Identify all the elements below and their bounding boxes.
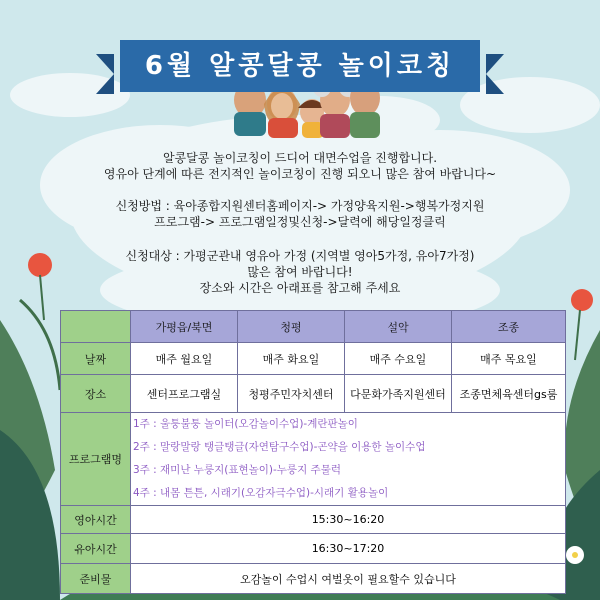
table-row-infant-time: [61, 506, 566, 534]
place-cell: 조종면체육센터gs룸: [452, 375, 566, 413]
banner-ribbon-right: [486, 54, 504, 94]
intro-text: [0, 150, 600, 182]
table-row-place: [61, 375, 566, 413]
target-line-2: 많은 참여 바랍니다!: [247, 265, 353, 279]
apply-target: [0, 248, 600, 296]
banner-ribbon-left: [96, 54, 114, 94]
intro-line-1: 알콩달콩 놀이코칭이 드디어 대면수업을 진행합니다.: [162, 151, 438, 165]
infant-time-cell: 15:30~16:20: [131, 506, 566, 534]
program-item-week3: 3주 : 재미난 누룽지(표현놀이)-누룽지 주물럭: [133, 464, 341, 476]
place-cell: 다문화가족지원센터: [345, 375, 452, 413]
schedule-table: [60, 310, 566, 594]
table-row-program: [61, 413, 566, 506]
place-cell: 센터프로그램실: [131, 375, 238, 413]
target-line-1: 신청대상 : 가평군관내 영유아 가정 (지역별 영아5가정, 유아7가정): [125, 249, 475, 263]
row-label-supplies: 준비물: [61, 564, 131, 594]
date-cell: 매주 목요일: [452, 343, 566, 375]
row-label-place: 장소: [61, 375, 131, 413]
page-title: 6월 알콩달콩 놀이코칭: [144, 51, 456, 81]
program-item-week1: 1주 : 울퉁불퉁 놀이터(오감놀이수업)-계란판놀이: [133, 418, 358, 430]
apply-line-2: 프로그램-> 프로그램일정및신청->달력에 해당일정클릭: [154, 215, 446, 229]
apply-method: [0, 198, 600, 230]
header-region-seorak: 설악: [345, 311, 452, 343]
table-header-row: [61, 311, 566, 343]
date-cell: 매주 수요일: [345, 343, 452, 375]
row-label-toddler-time: 유아시간: [61, 534, 131, 564]
table-row-supplies: [61, 564, 566, 594]
intro-line-2: 영유아 단계에 따른 전지적인 놀이코칭이 진행 되오니 많은 참여 바랍니다~: [103, 167, 497, 181]
date-cell: 매주 월요일: [131, 343, 238, 375]
row-label-program: 프로그램명: [61, 413, 131, 506]
row-label-infant-time: 영아시간: [61, 506, 131, 534]
program-item-week2: 2주 : 말랑말랑 탱글탱글(자연탐구수업)-곤약을 이용한 놀이수업: [133, 441, 426, 453]
date-cell: 매주 화요일: [238, 343, 345, 375]
header-region-jojong: 조종: [452, 311, 566, 343]
header-region-cheongpyeong: 청평: [238, 311, 345, 343]
program-item-week4: 4주 : 내몸 튼튼, 시래기(오감자극수업)-시래기 활용놀이: [133, 487, 389, 499]
header-corner-cell: [61, 311, 131, 343]
table-row-toddler-time: [61, 534, 566, 564]
place-cell: 청평주민자치센터: [238, 375, 345, 413]
target-line-3: 장소와 시간은 아래표를 참고해 주세요: [199, 281, 401, 295]
apply-line-1: 신청방법 : 육아종합지원센터홈페이지-> 가정양육지원->행복가정지원: [115, 199, 485, 213]
program-list-cell: [131, 413, 566, 506]
supplies-cell: 오감놀이 수업시 여벌옷이 필요할수 있습니다: [131, 564, 566, 594]
toddler-time-cell: 16:30~17:20: [131, 534, 566, 564]
row-label-date: 날짜: [61, 343, 131, 375]
table-row-date: [61, 343, 566, 375]
header-region-gapyeong: 가평읍/북면: [131, 311, 238, 343]
